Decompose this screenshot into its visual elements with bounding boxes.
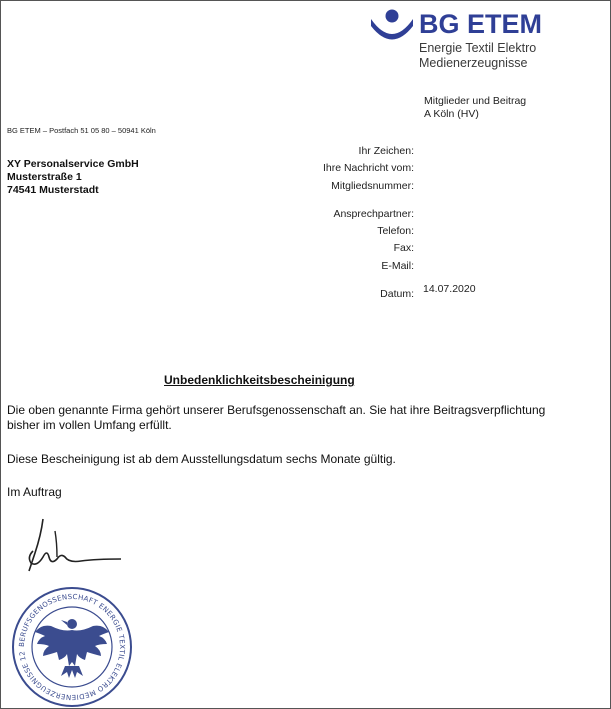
field-telefon: Telefon:	[377, 225, 414, 238]
logo-subtitle-line1: Energie Textil Elektro	[419, 41, 537, 55]
handwritten-signature	[21, 513, 131, 583]
field-fax: Fax:	[393, 242, 414, 255]
reference-fields	[261, 145, 414, 305]
department-line1: Mitglieder und Beitrag	[424, 95, 527, 107]
sender-return-address: BG ETEM – Postfach 51 05 80 – 50941 Köln	[7, 126, 156, 135]
logo-subtitle	[419, 41, 536, 71]
recipient-address	[7, 158, 139, 197]
field-datum-label: Datum:	[380, 288, 414, 301]
recipient-company: XY Personalservice GmbH	[7, 158, 139, 170]
body-paragraph-2: Diese Bescheinigung ist ab dem Ausstellungsdatum sechs Monate gültig.	[7, 452, 396, 466]
field-email: E-Mail:	[381, 259, 414, 272]
eagle-emblem-icon	[35, 619, 109, 678]
closing-im-auftrag: Im Auftrag	[7, 485, 62, 499]
field-mitgliedsnummer: Mitgliedsnummer:	[331, 179, 414, 192]
recipient-city: 74541 Musterstadt	[7, 184, 99, 196]
field-ansprechpartner: Ansprechpartner:	[333, 207, 414, 220]
official-seal	[11, 586, 133, 708]
field-ihre-nachricht: Ihre Nachricht vom:	[322, 162, 414, 175]
body-paragraph-1-line2: bisher im vollen Umfang erfüllt.	[7, 418, 172, 432]
logo-title: BG ETEM	[419, 9, 543, 39]
logo-subtitle-line2: Medienerzeugnisse	[419, 56, 528, 70]
department-line2: A Köln (HV)	[424, 108, 479, 120]
field-ihr-zeichen: Ihr Zeichen:	[358, 145, 414, 157]
document-title: Unbedenklichkeitsbescheinigung	[164, 373, 355, 387]
bg-etem-logo-icon	[369, 9, 415, 43]
svg-text:BERUFSGENOSSENSCHAFT ENERGIE T: BERUFSGENOSSENSCHAFT ENERGIE TEXTIL ELEKTRO MEDIENERZEUGNISSE 12	[17, 592, 127, 702]
recipient-street: Musterstraße 1	[7, 171, 82, 183]
body-paragraph-1-line1: Die oben genannte Firma gehört unserer Berufsgenossenschaft an. Sie hat ihre Beitragsverpflichtung	[7, 403, 546, 417]
date-value: 14.07.2020	[423, 283, 476, 295]
department-block	[424, 95, 526, 121]
